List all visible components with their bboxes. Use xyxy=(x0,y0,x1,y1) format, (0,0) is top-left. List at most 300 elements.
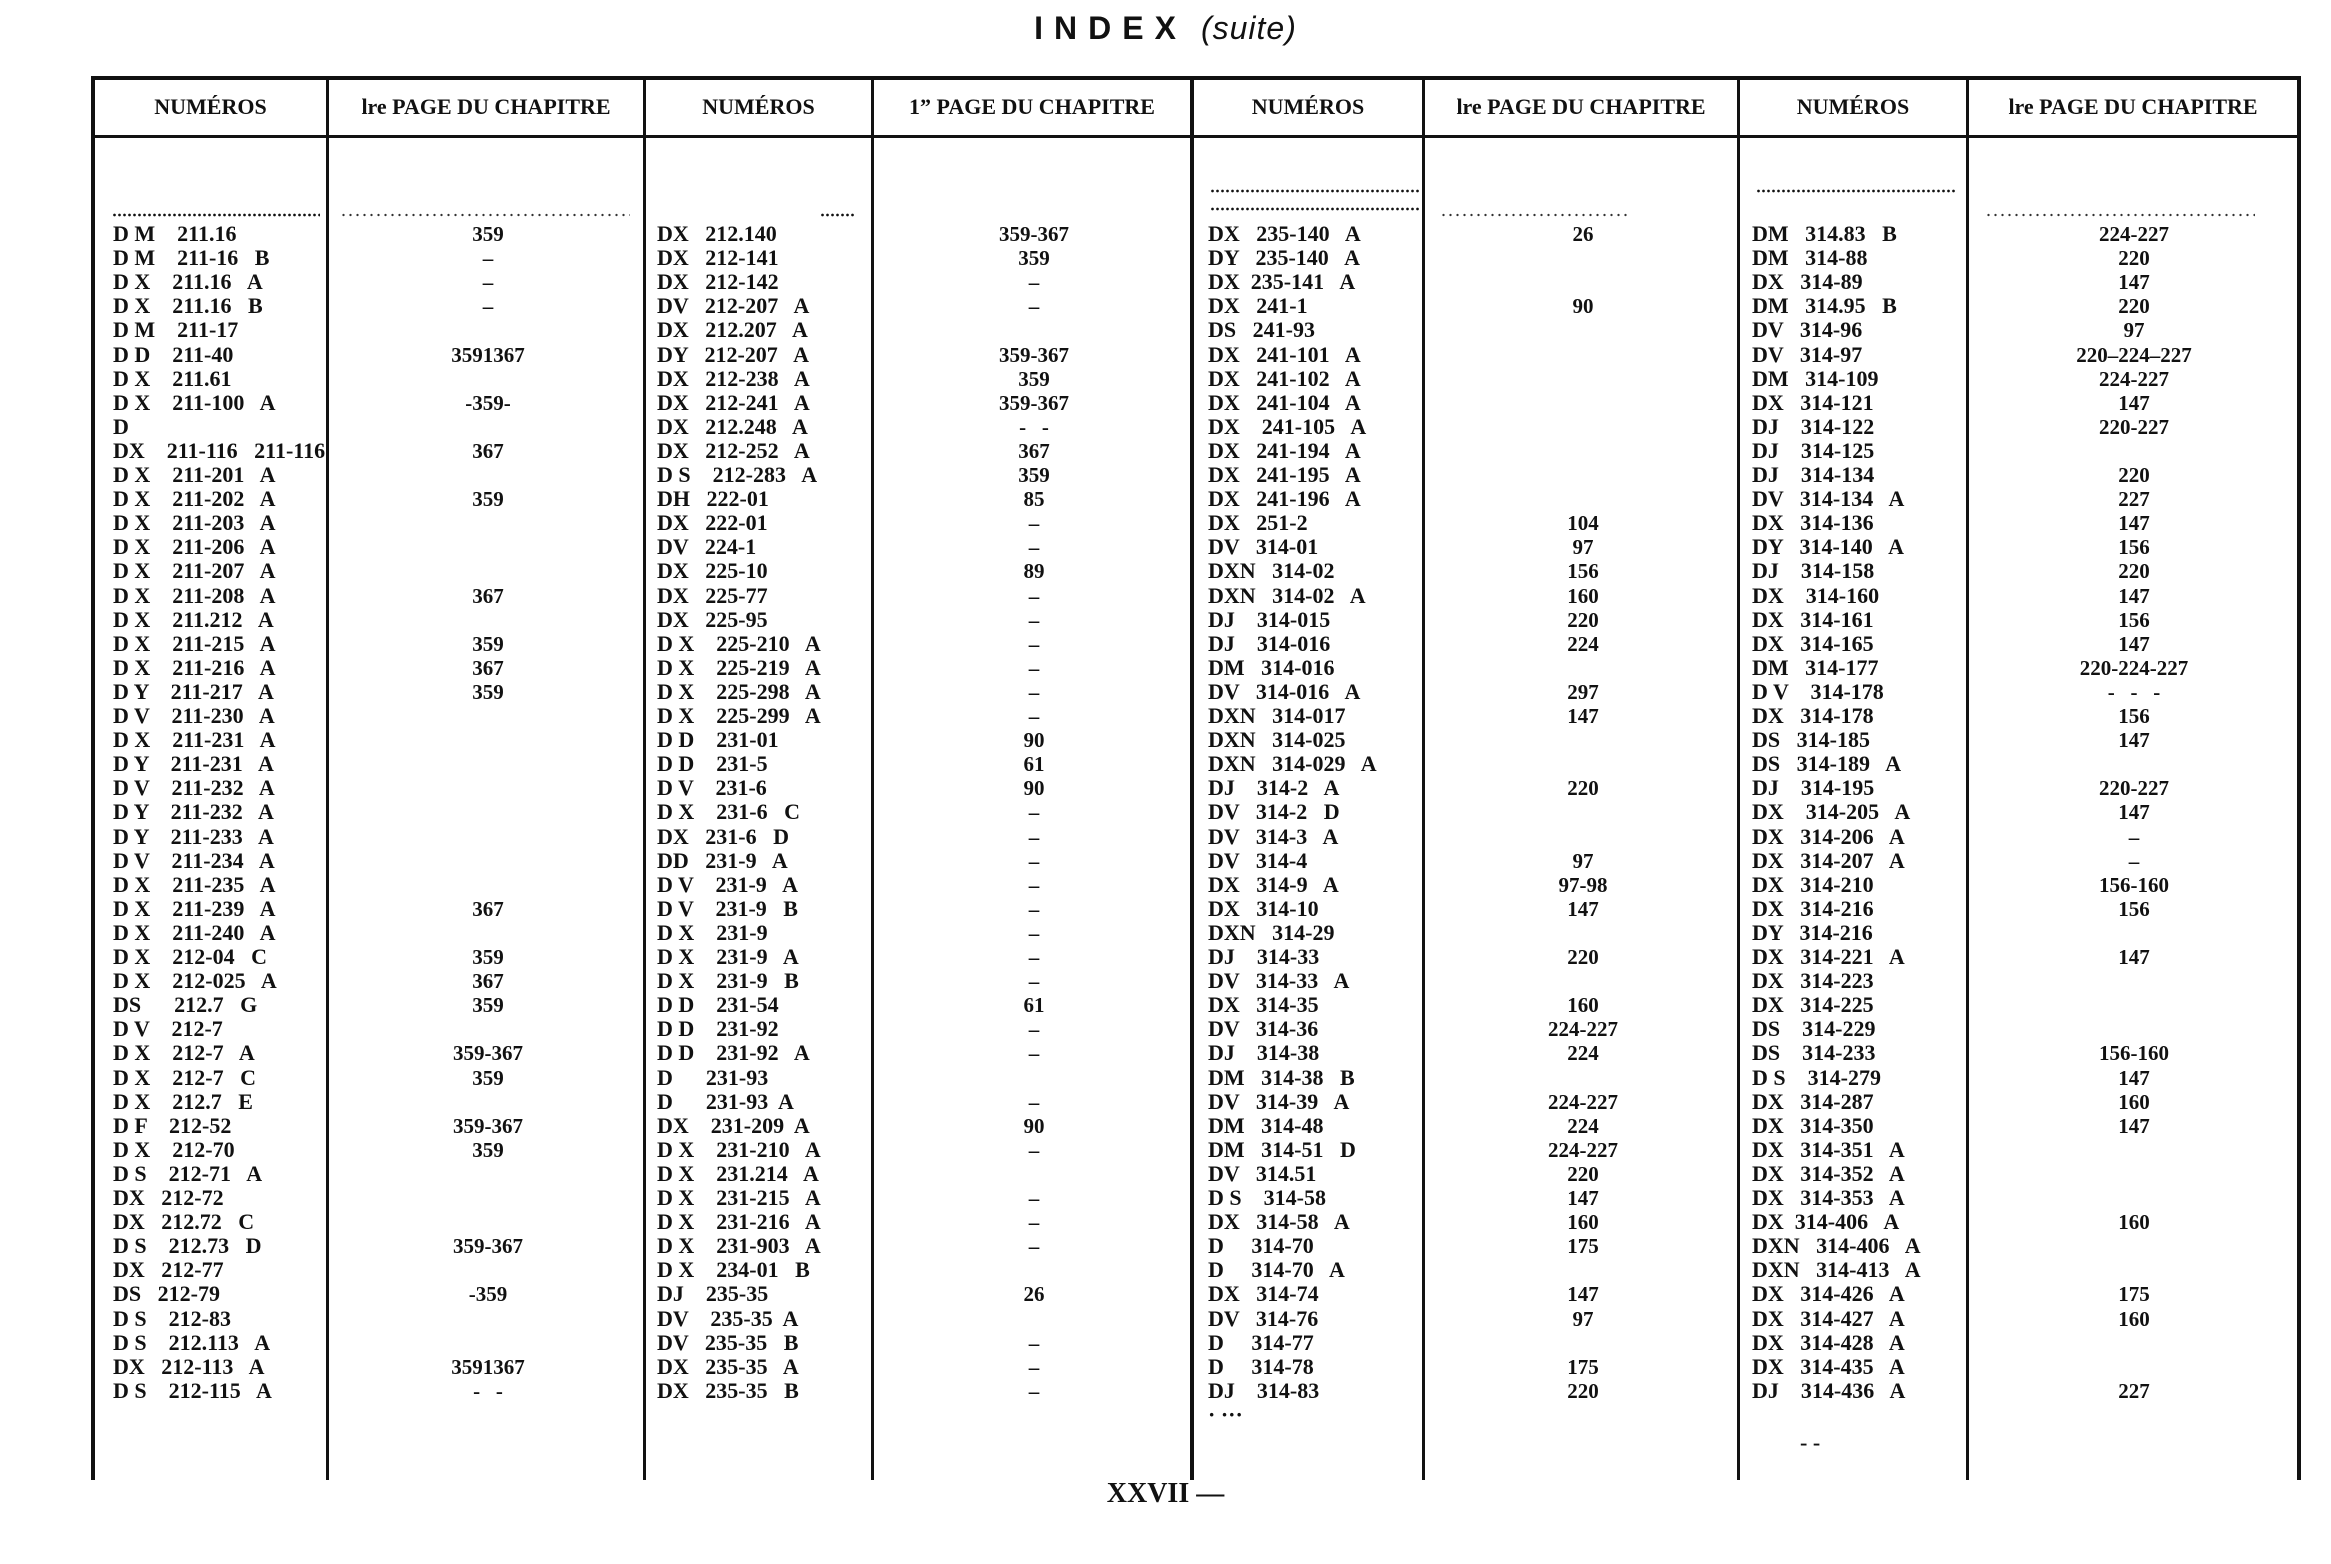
index-code: DJ 314-33 xyxy=(1208,944,1320,969)
index-code: D V 314-178 xyxy=(1752,679,1884,704)
index-code: DX 241-195 A xyxy=(1208,462,1361,487)
index-page-ref: – xyxy=(1028,1355,1040,1379)
index-code: DX 314-160 xyxy=(1752,583,1880,608)
index-code: DX 314-35 xyxy=(1208,992,1319,1017)
column-divider xyxy=(1422,76,1425,1480)
index-page-ref: 367 xyxy=(472,439,504,463)
index-page-ref: 367 xyxy=(472,897,504,921)
index-code: DS 212.7 G xyxy=(113,992,258,1017)
index-page-ref: 85 xyxy=(1023,487,1045,511)
index-page-ref: 160 xyxy=(2118,1210,2150,1234)
index-page-ref: – xyxy=(1028,511,1040,535)
dotted-leader xyxy=(1985,212,2255,220)
index-code: DV 314-2 D xyxy=(1208,799,1340,824)
index-code: DX 212-142 xyxy=(657,269,779,294)
index-code: DJ 314-015 xyxy=(1208,607,1331,632)
index-code: D X 231-6 C xyxy=(657,799,800,824)
header-numeros: NUMÉROS xyxy=(1796,94,1910,119)
index-code: DXN 314-413 A xyxy=(1752,1257,1921,1282)
dotted-leader xyxy=(1210,188,1420,196)
dotted-leader xyxy=(1756,188,1956,196)
index-page-ref: – xyxy=(1028,897,1040,921)
index-page-ref: 160 xyxy=(1567,584,1599,608)
dotted-leader xyxy=(820,212,856,220)
index-code: D V 212-7 xyxy=(113,1016,223,1041)
index-page-ref: 359 xyxy=(472,1138,504,1162)
index-code: DM 314-016 xyxy=(1208,655,1335,680)
index-code: D X 211-239 A xyxy=(113,896,276,921)
index-code: DJ 314-125 xyxy=(1752,438,1875,463)
index-code: DX 314-121 xyxy=(1752,390,1874,415)
index-page-ref: 147 xyxy=(2118,728,2150,752)
index-code: D V 211-234 A xyxy=(113,848,275,873)
index-page-ref: 90 xyxy=(1023,776,1045,800)
index-code: D D 231-01 xyxy=(657,727,779,752)
index-page-ref: – xyxy=(1028,270,1040,294)
stray-marks: · ··· xyxy=(1208,1402,1243,1427)
index-code: DX 314-427 A xyxy=(1752,1306,1905,1331)
index-page-ref: 224-227 xyxy=(2099,367,2169,391)
index-page-ref: 61 xyxy=(1023,752,1045,776)
index-code: DX 212-113 A xyxy=(113,1354,265,1379)
index-code: DXN 314-029 A xyxy=(1208,751,1377,776)
header-page-chapitre: 1” PAGE DU CHAPITRE xyxy=(909,94,1155,119)
index-code: DX 241-101 A xyxy=(1208,342,1361,367)
index-code: D X 225-210 A xyxy=(657,631,821,656)
index-code: D 314-70 A xyxy=(1208,1257,1345,1282)
index-page-ref: – xyxy=(1028,1331,1040,1355)
index-page-ref: 160 xyxy=(2118,1090,2150,1114)
index-page-ref: 367 xyxy=(1018,439,1050,463)
index-code: DX 231-6 D xyxy=(657,824,789,849)
index-code: D D 231-5 xyxy=(657,751,768,776)
index-code: DX 314-161 xyxy=(1752,607,1874,632)
index-code: D Y 211-233 A xyxy=(113,824,274,849)
index-page-ref: 224 xyxy=(1567,1041,1599,1065)
index-page-ref: 220 xyxy=(1567,1379,1599,1403)
index-page-ref: 359 xyxy=(472,487,504,511)
index-code: DX 314-216 xyxy=(1752,896,1874,921)
index-page-ref: 359-367 xyxy=(999,222,1069,246)
column-divider xyxy=(1966,76,1969,1480)
index-code: DX 314-136 xyxy=(1752,510,1874,535)
index-code: DH 222-01 xyxy=(657,486,769,511)
index-code: D X 211-201 A xyxy=(113,462,276,487)
index-code: D xyxy=(113,414,129,439)
index-code: DX 314-74 xyxy=(1208,1281,1319,1306)
index-code: D D 231-92 A xyxy=(657,1040,810,1065)
index-page-ref: 147 xyxy=(1567,897,1599,921)
index-page-ref: – xyxy=(1028,535,1040,559)
index-code: DJ 314-38 xyxy=(1208,1040,1320,1065)
index-code: DY 212-207 A xyxy=(657,342,809,367)
index-code: DXN 314-02 xyxy=(1208,558,1335,583)
index-page-ref: 359 xyxy=(1018,367,1050,391)
index-page-ref: 104 xyxy=(1567,511,1599,535)
index-code: D X 231-210 A xyxy=(657,1137,821,1162)
index-code: DX 241-1 xyxy=(1208,293,1308,318)
index-code: DX 314-428 A xyxy=(1752,1330,1905,1355)
header-page-chapitre: lre PAGE DU CHAPITRE xyxy=(2008,94,2258,119)
index-page-ref: 220-227 xyxy=(2099,415,2169,439)
index-code: DX 212-241 A xyxy=(657,390,810,415)
index-code: DJ 235-35 xyxy=(657,1281,769,1306)
index-page-ref: – xyxy=(1028,1186,1040,1210)
index-code: D Y 211-231 A xyxy=(113,751,274,776)
dotted-leader xyxy=(1440,212,1630,220)
index-code: DX 314-89 xyxy=(1752,269,1863,294)
column-divider xyxy=(871,76,874,1480)
index-page-ref: – xyxy=(1028,849,1040,873)
index-code: D V 211-230 A xyxy=(113,703,275,728)
index-code: D X 211-240 A xyxy=(113,920,276,945)
index-code: DX 212.207 A xyxy=(657,317,808,342)
index-page-ref: 359 xyxy=(1018,246,1050,270)
index-page-ref: – xyxy=(1028,632,1040,656)
index-code: DX 211-116 211-116 xyxy=(113,438,326,463)
index-page-ref: – xyxy=(1028,294,1040,318)
index-code: DX 212.72 C xyxy=(113,1209,255,1234)
index-code: D X 211.212 A xyxy=(113,607,274,632)
index-page-ref: – xyxy=(1028,656,1040,680)
index-code: D X 211.16 B xyxy=(113,293,263,318)
index-page-ref: 61 xyxy=(1023,993,1045,1017)
index-code: DV 224-1 xyxy=(657,534,757,559)
index-code: D X 211-235 A xyxy=(113,872,276,897)
index-code: D S 212-115 A xyxy=(113,1378,272,1403)
index-page-ref: 147 xyxy=(2118,391,2150,415)
index-code: DX 314-406 A xyxy=(1752,1209,1900,1234)
header-page-chapitre: lre PAGE DU CHAPITRE xyxy=(361,94,611,119)
index-code: DX 314-287 xyxy=(1752,1089,1874,1114)
index-code: DV 314-016 A xyxy=(1208,679,1361,704)
index-code: DY 314-140 A xyxy=(1752,534,1904,559)
index-code: D S 212-283 A xyxy=(657,462,818,487)
index-code: DV 314-76 xyxy=(1208,1306,1319,1331)
index-code: DXN 314-406 A xyxy=(1752,1233,1921,1258)
index-code: DX 212.248 A xyxy=(657,414,808,439)
index-code: D X 231-903 A xyxy=(657,1233,821,1258)
index-page-ref: 220 xyxy=(2118,246,2150,270)
index-code: D X 231.214 A xyxy=(657,1161,819,1186)
index-code: DS 241-93 xyxy=(1208,317,1315,342)
index-code: DS 314-233 xyxy=(1752,1040,1876,1065)
index-code: D M 211.16 xyxy=(113,221,237,246)
header-numeros: NUMÉROS xyxy=(702,94,815,119)
index-code: D S 314-58 xyxy=(1208,1185,1326,1210)
index-page-ref: 359 xyxy=(1018,463,1050,487)
index-code: DX 235-141 A xyxy=(1208,269,1356,294)
index-code: D X 211-207 A xyxy=(113,558,276,583)
index-code: D X 211-202 A xyxy=(113,486,276,511)
index-code: D D 231-54 xyxy=(657,992,779,1017)
index-code: DX 251-2 xyxy=(1208,510,1308,535)
index-code: DX 241-194 A xyxy=(1208,438,1361,463)
index-page-ref: 3591367 xyxy=(451,343,525,367)
index-page-ref: – xyxy=(1028,825,1040,849)
index-code: DY 235-140 A xyxy=(1208,245,1360,270)
index-page-ref: 367 xyxy=(472,656,504,680)
index-page-ref: 359-367 xyxy=(999,343,1069,367)
index-code: D S 212.73 D xyxy=(113,1233,262,1258)
index-code: DX 314-207 A xyxy=(1752,848,1905,873)
index-page-ref: 147 xyxy=(2118,1066,2150,1090)
index-code: DX 241-105 A xyxy=(1208,414,1367,439)
index-code: DJ 314-158 xyxy=(1752,558,1875,583)
index-code: D S 212.113 A xyxy=(113,1330,271,1355)
index-code: DM 314-51 D xyxy=(1208,1137,1356,1162)
index-code: DV 314-01 xyxy=(1208,534,1319,559)
index-page-ref: 97 xyxy=(1572,1307,1594,1331)
index-code: D X 212-7 A xyxy=(113,1040,255,1065)
index-page-ref: 359 xyxy=(472,1066,504,1090)
index-page-ref: 220-227 xyxy=(2099,776,2169,800)
index-code: DX 314-165 xyxy=(1752,631,1874,656)
index-code: DX 225-95 xyxy=(657,607,768,632)
index-page-ref: 147 xyxy=(2118,800,2150,824)
dotted-leader xyxy=(112,212,320,220)
index-page-ref: 90 xyxy=(1023,728,1045,752)
index-page-ref: 90 xyxy=(1572,294,1594,318)
index-page-ref: 220 xyxy=(2118,463,2150,487)
index-code: DS 314-189 A xyxy=(1752,751,1902,776)
index-code: D X 231-9 B xyxy=(657,968,799,993)
index-code: DV 314-97 xyxy=(1752,342,1863,367)
index-code: D S 212-71 A xyxy=(113,1161,263,1186)
index-page-ref: -359 xyxy=(468,1282,508,1306)
index-code: D X 211.16 A xyxy=(113,269,263,294)
index-code: D X 211-206 A xyxy=(113,534,276,559)
index-code: DX 235-35 B xyxy=(657,1378,799,1403)
index-code: DX 314-10 xyxy=(1208,896,1319,921)
index-code: DV 314.51 xyxy=(1208,1161,1317,1186)
index-page-ref: 224-227 xyxy=(2099,222,2169,246)
index-code: DJ 314-122 xyxy=(1752,414,1875,439)
index-page-ref: – xyxy=(1028,680,1040,704)
index-page-ref: 160 xyxy=(1567,993,1599,1017)
index-code: DM 314.83 B xyxy=(1752,221,1897,246)
index-page-ref: 147 xyxy=(2118,632,2150,656)
index-code: DX 212-141 xyxy=(657,245,779,270)
page-title xyxy=(0,10,2331,47)
index-page-ref: 160 xyxy=(2118,1307,2150,1331)
index-page-ref: 90 xyxy=(1023,1114,1045,1138)
column-divider xyxy=(326,76,329,1480)
index-page-ref: 156 xyxy=(2118,704,2150,728)
index-page-ref: – xyxy=(2128,849,2140,873)
index-page-ref: 220–224–227 xyxy=(2076,343,2192,367)
index-code: D X 231-215 A xyxy=(657,1185,821,1210)
index-code: DX 314-350 xyxy=(1752,1113,1874,1138)
index-code: DX 212-77 xyxy=(113,1257,224,1282)
index-page-ref: 359-367 xyxy=(453,1114,523,1138)
index-code: DV 235-35 A xyxy=(657,1306,799,1331)
index-page-ref: 97-98 xyxy=(1558,873,1608,897)
header-numeros: NUMÉROS xyxy=(1251,94,1365,119)
index-page-ref: – xyxy=(1028,1379,1040,1403)
header-rule xyxy=(91,135,2301,138)
index-page-ref: – xyxy=(482,294,494,318)
index-code: DM 314-109 xyxy=(1752,366,1879,391)
index-page-ref: 220 xyxy=(1567,1162,1599,1186)
index-page-ref: 175 xyxy=(1567,1355,1599,1379)
index-code: D X 212-025 A xyxy=(113,968,277,993)
index-code: DXN 314-025 xyxy=(1208,727,1346,752)
index-page-ref: 156-160 xyxy=(2099,1041,2169,1065)
index-page-ref: 297 xyxy=(1567,680,1599,704)
index-page-ref: 26 xyxy=(1572,222,1594,246)
index-code: DX 212.140 xyxy=(657,221,777,246)
index-code: D X 231-216 A xyxy=(657,1209,821,1234)
index-code: DX 241-196 A xyxy=(1208,486,1361,511)
index-code: DX 235-35 A xyxy=(657,1354,799,1379)
index-code: D D 231-92 xyxy=(657,1016,779,1041)
index-page-ref: 359 xyxy=(472,632,504,656)
index-page-ref: 224 xyxy=(1567,632,1599,656)
title-sub: (suite) xyxy=(1200,10,1297,46)
index-page-ref: 224-227 xyxy=(1548,1090,1618,1114)
index-page-ref: 224 xyxy=(1567,1114,1599,1138)
index-code: DX 241-104 A xyxy=(1208,390,1361,415)
index-page-ref: 224-227 xyxy=(1548,1138,1618,1162)
index-code: DM 314.95 B xyxy=(1752,293,1897,318)
index-code: D X 211-231 A xyxy=(113,727,276,752)
index-code: DX 314-223 xyxy=(1752,968,1874,993)
index-page-ref: - - xyxy=(473,1379,503,1403)
index-page-ref: – xyxy=(1028,800,1040,824)
index-page-ref: 359 xyxy=(472,680,504,704)
index-page-ref: – xyxy=(1028,945,1040,969)
index-page-ref: – xyxy=(2128,825,2140,849)
index-code: DJ 314-83 xyxy=(1208,1378,1320,1403)
index-code: DJ 314-134 xyxy=(1752,462,1875,487)
index-page-ref: 220-224-227 xyxy=(2079,656,2189,680)
index-page-ref: – xyxy=(482,246,494,270)
index-page-ref: 367 xyxy=(472,584,504,608)
stray-marks: - - xyxy=(1800,1430,1821,1455)
index-code: DX 235-140 A xyxy=(1208,221,1361,246)
index-code: DXN 314-29 xyxy=(1208,920,1335,945)
index-page-ref: 156 xyxy=(2118,608,2150,632)
index-code: DV 235-35 B xyxy=(657,1330,799,1355)
index-code: DJ 314-2 A xyxy=(1208,775,1340,800)
index-code: D M 211-17 xyxy=(113,317,239,342)
index-page-ref: 156 xyxy=(2118,535,2150,559)
index-code: D X 212-7 C xyxy=(113,1065,256,1090)
index-code: DX 222-01 xyxy=(657,510,768,535)
index-page-ref: 220 xyxy=(1567,608,1599,632)
index-code: DX 314-178 xyxy=(1752,703,1874,728)
index-code: D V 231-6 xyxy=(657,775,767,800)
index-code: D V 211-232 A xyxy=(113,775,275,800)
index-code: DV 314-3 A xyxy=(1208,824,1339,849)
index-code: D 231-93 xyxy=(657,1065,769,1090)
index-code: DX 314-205 A xyxy=(1752,799,1911,824)
index-page-ref: 359 xyxy=(472,945,504,969)
index-page-ref: 220 xyxy=(1567,776,1599,800)
index-page-ref: -359- xyxy=(465,391,511,415)
index-code: D X 212.7 E xyxy=(113,1089,253,1114)
index-code: DD 231-9 A xyxy=(657,848,788,873)
index-page-ref: 156-160 xyxy=(2099,873,2169,897)
index-page-ref: 3591367 xyxy=(451,1355,525,1379)
index-page-ref: 147 xyxy=(1567,1186,1599,1210)
index-page-ref: - - xyxy=(1019,415,1049,439)
index-code: DX 314-435 A xyxy=(1752,1354,1905,1379)
index-code: D X 211-216 A xyxy=(113,655,276,680)
index-page-ref: – xyxy=(1028,584,1040,608)
index-page-ref: 227 xyxy=(2118,1379,2150,1403)
index-page-ref: 97 xyxy=(1572,849,1594,873)
index-code: D X 211-203 A xyxy=(113,510,276,535)
index-code: D X 211-215 A xyxy=(113,631,276,656)
index-code: DX 314-221 A xyxy=(1752,944,1905,969)
index-page-ref: 147 xyxy=(1567,704,1599,728)
index-page-ref: – xyxy=(1028,921,1040,945)
index-code: D X 225-299 A xyxy=(657,703,821,728)
index-code: D Y 211-217 A xyxy=(113,679,274,704)
index-code: DX 314-426 A xyxy=(1752,1281,1905,1306)
index-code: D X 211-100 A xyxy=(113,390,276,415)
page-number: XXVII — xyxy=(1106,1478,1225,1509)
index-page-ref: – xyxy=(1028,1138,1040,1162)
index-page-ref: 147 xyxy=(2118,511,2150,535)
index-code: D V 231-9 A xyxy=(657,872,798,897)
index-code: D X 234-01 B xyxy=(657,1257,810,1282)
index-page-ref: 175 xyxy=(1567,1234,1599,1258)
header-page-chapitre: lre PAGE DU CHAPITRE xyxy=(1456,94,1706,119)
index-code: DX 212-72 xyxy=(113,1185,224,1210)
index-code: DV 314-134 A xyxy=(1752,486,1905,511)
index-code: D F 212-52 xyxy=(113,1113,232,1138)
index-page-ref: 367 xyxy=(472,969,504,993)
index-page-ref: 147 xyxy=(2118,945,2150,969)
index-page-ref: 224-227 xyxy=(1548,1017,1618,1041)
index-code: DM 314-177 xyxy=(1752,655,1879,680)
index-page-ref: 175 xyxy=(2118,1282,2150,1306)
index-code: D X 212-04 C xyxy=(113,944,267,969)
index-code: D X 212-70 xyxy=(113,1137,235,1162)
index-code: DV 314-36 xyxy=(1208,1016,1319,1041)
index-code: D D 211-40 xyxy=(113,342,234,367)
index-page-ref: 160 xyxy=(1567,1210,1599,1234)
index-code: DV 314-33 A xyxy=(1208,968,1350,993)
index-page-ref: 220 xyxy=(2118,559,2150,583)
index-code: DS 314-229 xyxy=(1752,1016,1876,1041)
index-code: D X 231-9 A xyxy=(657,944,799,969)
dotted-leader xyxy=(1210,206,1420,214)
index-page-ref: 220 xyxy=(2118,294,2150,318)
index-code: DX 314-58 A xyxy=(1208,1209,1350,1234)
index-code: DX 212-238 A xyxy=(657,366,810,391)
index-page-ref: 147 xyxy=(1567,1282,1599,1306)
index-page-ref: - - - xyxy=(2107,680,2161,704)
index-code: D S 212-83 xyxy=(113,1306,231,1331)
index-code: D 314-70 xyxy=(1208,1233,1314,1258)
index-page-ref: 220 xyxy=(1567,945,1599,969)
index-code: DX 225-10 xyxy=(657,558,768,583)
index-page-ref: 156 xyxy=(1567,559,1599,583)
index-page-ref: – xyxy=(1028,1017,1040,1041)
index-code: D Y 211-232 A xyxy=(113,799,274,824)
index-code: DM 314-48 xyxy=(1208,1113,1324,1138)
index-code: DX 314-353 A xyxy=(1752,1185,1905,1210)
index-code: DX 225-77 xyxy=(657,583,768,608)
index-code: DX 314-9 A xyxy=(1208,872,1339,897)
index-page-ref: – xyxy=(1028,704,1040,728)
index-code: DX 314-206 A xyxy=(1752,824,1905,849)
index-page-ref: 147 xyxy=(2118,270,2150,294)
